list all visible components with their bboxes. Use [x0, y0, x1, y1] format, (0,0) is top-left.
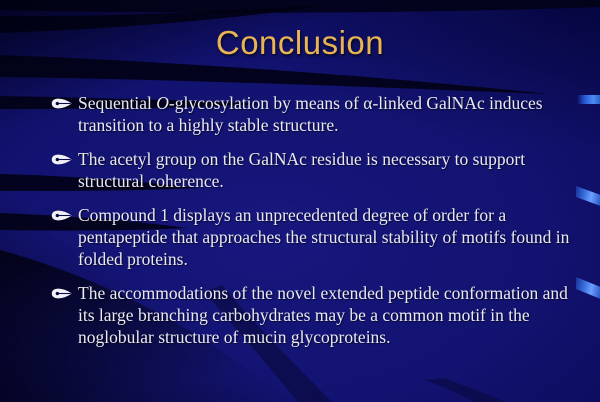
right-edge-accent-bar — [577, 95, 600, 104]
pen-nib-bullet-icon — [50, 153, 73, 166]
bullet-text: The acetyl group on the GalNAc residue is necessary to support structural coherence. — [78, 149, 526, 191]
bullet-text: Compound 1 displays an unprecedented degree of order for a pentapeptide that approaches the structural stability of motifs found in folded proteins. — [78, 205, 570, 269]
bullet-text: Sequential O-glycosylation by means of α-linked GalNAc induces transition to a highly stable structure. — [78, 93, 543, 135]
pen-nib-bullet-icon — [50, 209, 73, 222]
slide-title: Conclusion — [215, 24, 385, 61]
bullet-item — [50, 92, 574, 136]
bullet-item — [50, 282, 574, 348]
bullet-item — [50, 204, 574, 270]
bullet-item — [50, 148, 574, 192]
pen-nib-bullet-icon — [50, 97, 73, 110]
pen-nib-bullet-icon — [50, 287, 73, 300]
bullet-list — [50, 92, 574, 360]
bullet-text: The accommodations of the novel extended peptide conformation and its large branching carbohydrates may be a common motif in the noglobular structure of mucin glycoproteins. — [78, 283, 568, 347]
